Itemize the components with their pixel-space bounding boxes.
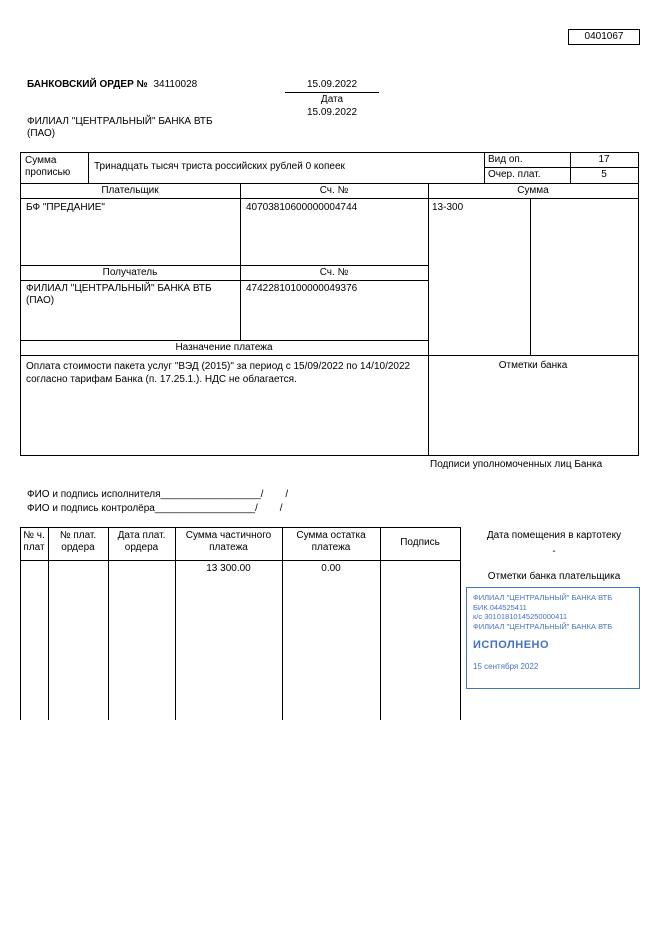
column-header-order-number: № плат. ордера	[59, 530, 97, 553]
rest-sum-value: 0.00	[321, 563, 341, 574]
slash: /	[254, 503, 258, 514]
amount-words-label-line2: прописью	[25, 167, 71, 178]
sum-header: Сумма	[517, 185, 549, 196]
date-value-top: 15.09.2022	[306, 79, 358, 90]
column-header-rest-sum: Сумма остатка платежа	[296, 530, 366, 553]
grid-line	[20, 560, 460, 561]
amount-in-words: Тринадцать тысяч триста российских рублей 0 копеек	[94, 161, 345, 172]
purpose-header: Назначение платежа	[175, 342, 273, 353]
grid-line	[20, 527, 21, 720]
grid-line	[282, 527, 283, 720]
grid-line	[20, 340, 428, 341]
payer-bank-marks-label: Отметки банка плательщика	[487, 571, 621, 582]
payer-name: БФ "ПРЕДАНИЕ"	[26, 202, 105, 213]
date-label: Дата	[320, 94, 344, 105]
operation-type-label: Вид оп.	[488, 154, 523, 165]
form-code-box	[568, 29, 640, 45]
payee-name-line1: ФИЛИАЛ "ЦЕНТРАЛЬНЫЙ" БАНКА ВТБ	[26, 283, 212, 294]
stamp-corr-account: к/с 30101810145250000411	[473, 612, 568, 621]
slash: /	[260, 489, 264, 500]
document-title: БАНКОВСКИЙ ОРДЕР №	[27, 79, 148, 90]
grid-line	[175, 527, 176, 720]
grid-line	[428, 183, 429, 455]
sum-value: 13-300	[432, 202, 464, 213]
slash: /	[279, 503, 283, 514]
column-header-partial-number: № ч. плат	[23, 530, 45, 553]
grid-line	[20, 152, 21, 455]
grid-line	[20, 198, 638, 199]
grid-line	[240, 183, 241, 340]
column-header-partial-sum: Сумма частичного платежа	[185, 530, 272, 553]
column-header-order-date: Дата плат. ордера	[117, 530, 166, 553]
stamp-date: 15 сентября 2022	[473, 662, 539, 671]
payer-bank-stamp	[466, 587, 640, 689]
bank-signatures-label: Подписи уполномоченных лиц Банка	[430, 459, 603, 470]
payer-account-header: Сч. №	[319, 185, 349, 196]
stamp-bik: БИК 044525411	[473, 602, 527, 612]
bank-name-line2: (ПАО)	[27, 128, 56, 139]
signature-blank: __________________	[154, 503, 255, 514]
form-code: 0401067	[584, 31, 624, 42]
grid-line	[530, 198, 531, 355]
grid-line	[638, 152, 639, 456]
bank-marks-header: Отметки банка	[498, 360, 568, 371]
card-file-label: Дата помещения в картотеку	[486, 530, 622, 541]
payer-account: 40703810600000004744	[246, 202, 358, 213]
payee-account-header: Сч. №	[319, 267, 349, 278]
payer-header: Плательщик	[101, 185, 159, 196]
executor-label: ФИО и подпись исполнителя	[27, 489, 161, 500]
payment-priority-value: 5	[601, 169, 607, 180]
controller-label: ФИО и подпись контролёра	[27, 503, 155, 514]
controller-signature-line	[27, 503, 283, 515]
executor-signature-line	[27, 489, 288, 501]
stamp-status: ИСПОЛНЕНО	[473, 639, 550, 651]
grid-line	[484, 167, 638, 168]
grid-line	[20, 183, 638, 184]
stamp-bank-line2: ФИЛИАЛ "ЦЕНТРАЛЬНЫЙ" БАНКА ВТБ	[473, 621, 613, 631]
order-number: 34110028	[153, 79, 198, 90]
signature-blank: __________________	[160, 489, 261, 500]
grid-line	[20, 527, 460, 528]
payee-header: Получатель	[102, 267, 158, 278]
date-value-bottom: 15.09.2022	[306, 107, 358, 118]
grid-line	[460, 527, 461, 720]
grid-line	[20, 355, 638, 356]
grid-line	[380, 527, 381, 720]
grid-line	[20, 265, 428, 266]
grid-line	[20, 455, 639, 456]
grid-line	[20, 280, 428, 281]
operation-type-value: 17	[598, 154, 610, 165]
grid-line	[48, 527, 49, 720]
payee-name-line2: (ПАО)	[26, 295, 55, 306]
payment-priority-label: Очер. плат.	[488, 169, 541, 180]
card-file-value: -	[552, 546, 556, 557]
purpose-text: Оплата стоимости пакета услуг "ВЭД (2015)" за период с 15/09/2022 по 14/10/2022 согласно тарифам Банка (п. 17.25.1.). НДС не облагается.	[26, 361, 411, 385]
payee-account: 47422810100000049376	[246, 283, 358, 294]
grid-line	[20, 152, 638, 153]
partial-sum-value: 13 300.00	[206, 563, 251, 574]
column-header-signature: Подпись	[400, 537, 440, 548]
grid-line	[88, 152, 89, 183]
grid-line	[108, 527, 109, 720]
date-underline	[285, 92, 379, 93]
title-row	[27, 79, 197, 91]
bank-name-line1: ФИЛИАЛ "ЦЕНТРАЛЬНЫЙ" БАНКА ВТБ	[27, 116, 213, 127]
amount-words-label-line1: Сумма	[25, 155, 57, 166]
slash: /	[285, 489, 289, 500]
grid-line	[484, 152, 485, 183]
stamp-bank-line1: ФИЛИАЛ "ЦЕНТРАЛЬНЫЙ" БАНКА ВТБ	[473, 593, 613, 602]
